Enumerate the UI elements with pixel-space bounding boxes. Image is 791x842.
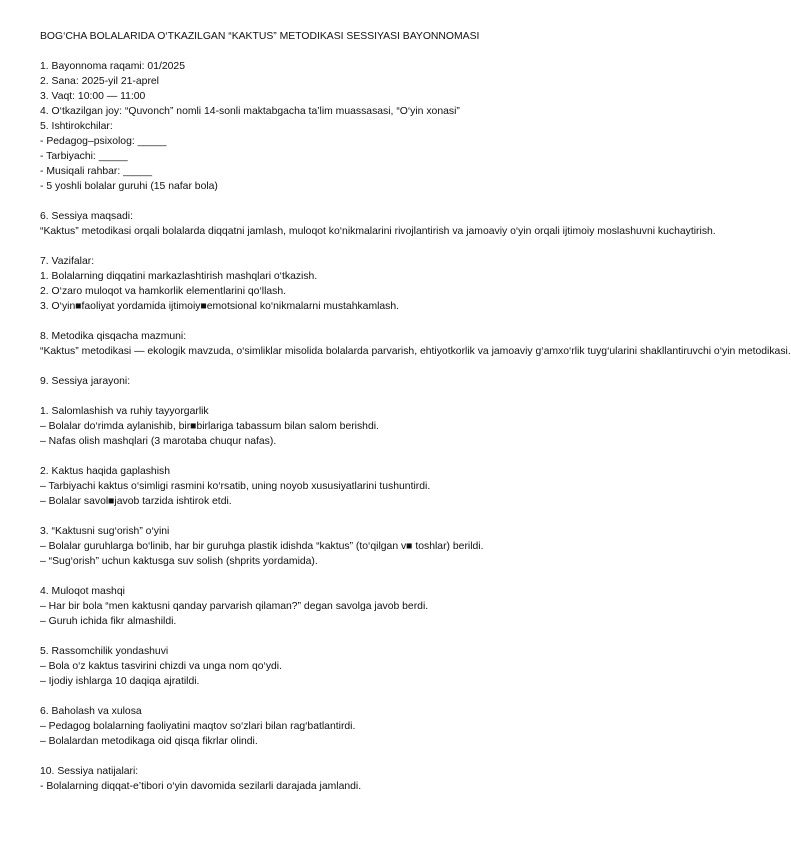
- step-detail: – Bola o‘z kaktus tasvirini chizdi va unga nom qo‘ydi.: [40, 661, 282, 672]
- summary-heading: 8. Metodika qisqacha mazmuni:: [40, 331, 187, 342]
- session-date: 2. Sana: 2025-yil 21-aprel: [40, 76, 159, 87]
- task-item: 2. O‘zaro muloqot va hamkorlik elementlarini qo‘llash.: [40, 286, 287, 297]
- task-item: 1. Bolalarning diqqatini markazlashtirish mashqlari o‘tkazish.: [40, 271, 318, 282]
- protocol-number: 1. Bayonnoma raqami: 01/2025: [40, 61, 185, 72]
- participant-children-group: - 5 yoshli bolalar guruhi (15 nafar bola): [40, 181, 218, 192]
- participant-educator: - Tarbiyachi: _____: [40, 151, 128, 162]
- session-location: 4. O‘tkazilgan joy: “Quvonch” nomli 14-sonli maktabgacha ta’lim muassasasi, “O‘yin xonasi”: [40, 106, 460, 117]
- session-time: 3. Vaqt: 10:00 — 11:00: [40, 91, 146, 102]
- result-item: - Bolalarning diqqat-e’tibori o‘yin davomida sezilarli darajada jamlandi.: [40, 781, 362, 792]
- step-heading: 6. Baholash va xulosa: [40, 706, 142, 717]
- step-detail: – Bolalar guruhlarga bo‘linib, har bir guruhga plastik idishda “kaktus” (to‘qilgan v■ toshlar) berildi.: [40, 541, 484, 552]
- participant-music-leader: - Musiqali rahbar: _____: [40, 166, 153, 177]
- step-detail: – Nafas olish mashqlari (3 marotaba chuqur nafas).: [40, 436, 277, 447]
- step-detail: – Bolalar do‘rimda aylanishib, bir■birlariga tabassum bilan salom berishdi.: [40, 421, 379, 432]
- step-heading: 2. Kaktus haqida gaplashish: [40, 466, 170, 477]
- step-heading: 5. Rassomchilik yondashuvi: [40, 646, 169, 657]
- process-heading: 9. Sessiya jarayoni:: [40, 376, 131, 387]
- step-detail: – “Sug‘orish” uchun kaktusga suv solish (shprits yordamida).: [40, 556, 318, 567]
- step-detail: – Ijodiy ishlarga 10 daqiqa ajratildi.: [40, 676, 200, 687]
- step-heading: 4. Muloqot mashqi: [40, 586, 125, 597]
- task-item: 3. O‘yin■faoliyat yordamida ijtimoiy■emotsional ko‘nikmalarni mustahkamlash.: [40, 301, 400, 312]
- step-detail: – Bolalar savol■javob tarzida ishtirok etdi.: [40, 496, 232, 507]
- summary-text: “Kaktus” metodikasi — ekologik mavzuda, o‘simliklar misolida bolalarda parvarish, ehtiyotkorlik va jamoaviy g‘amxo‘rlik tuyg‘ularini shakllantiruvchi o‘yin metodikasi.: [40, 346, 791, 357]
- goal-heading: 6. Sessiya maqsadi:: [40, 211, 133, 222]
- step-heading: 1. Salomlashish va ruhiy tayyorgarlik: [40, 406, 209, 417]
- participant-psychologist: - Pedagog–psixolog: _____: [40, 136, 167, 147]
- tasks-heading: 7. Vazifalar:: [40, 256, 95, 267]
- step-detail: – Bolalardan metodikaga oid qisqa fikrlar olindi.: [40, 736, 258, 747]
- document-title: BOG‘CHA BOLALARIDA O‘TKAZILGAN “KAKTUS” METODIKASI SESSIYASI BAYONNOMASI: [40, 31, 480, 42]
- step-detail: – Guruh ichida fikr almashildi.: [40, 616, 177, 627]
- participants-heading: 5. Ishtirokchilar:: [40, 121, 113, 132]
- results-heading: 10. Sessiya natijalari:: [40, 766, 139, 777]
- goal-text: “Kaktus” metodikasi orqali bolalarda diqqatni jamlash, muloqot ko‘nikmalarini rivojlantirish va jamoaviy o‘yin orqali ijtimoiy moslashuvni kuchaytirish.: [40, 226, 716, 237]
- step-detail: – Pedagog bolalarning faoliyatini maqtov so‘zlari bilan rag‘batlantirdi.: [40, 721, 356, 732]
- step-heading: 3. “Kaktusni sug‘orish” o‘yini: [40, 526, 170, 537]
- step-detail: – Har bir bola “men kaktusni qanday parvarish qilaman?” degan savolga javob berdi.: [40, 601, 429, 612]
- step-detail: – Tarbiyachi kaktus o‘simligi rasmini ko‘rsatib, uning noyob xususiyatlarini tushuntirdi.: [40, 481, 431, 492]
